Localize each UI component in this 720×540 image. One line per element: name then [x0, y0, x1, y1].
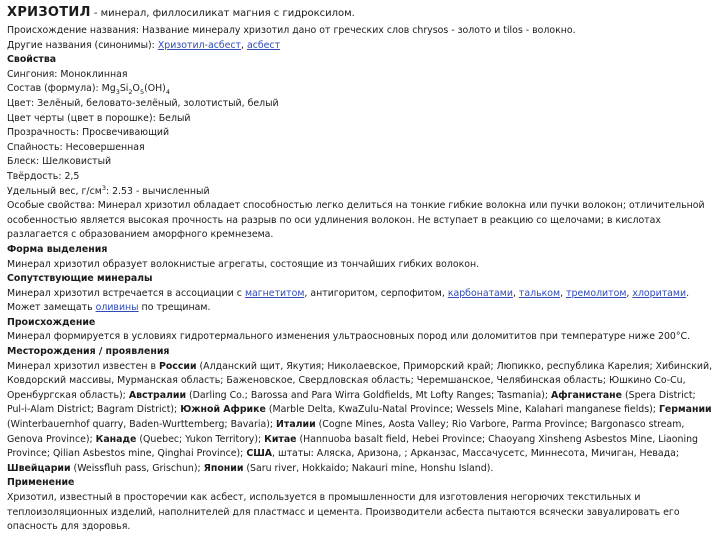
synonym-link-chrysotile-asbestos[interactable]: Хризотил-асбест: [157, 39, 242, 51]
property-hardness: Твёрдость: 2,5: [7, 170, 80, 182]
section-heading-deposits: Месторождения / проявления: [7, 346, 170, 358]
property-cleavage: Спайность: Несовершенная: [7, 141, 145, 153]
mineral-link-carbonates[interactable]: карбонатами: [447, 287, 513, 299]
property-color: Цвет: Зелёный, беловато-зелёный, золотистый, белый: [7, 97, 279, 109]
mineral-link-chlorites[interactable]: хлоритами: [632, 287, 687, 299]
section-heading-occurrence: Происхождение: [7, 316, 96, 328]
mineral-link-talc[interactable]: тальком: [518, 287, 561, 299]
page-subtitle: - минерал, филлосиликат магния с гидроксилом.: [90, 8, 355, 19]
section-heading-properties: Свойства: [7, 54, 57, 66]
section-heading-associated: Сопутствующие минералы: [7, 273, 153, 285]
property-syngony: Сингония: Моноклинная: [7, 68, 128, 80]
section-heading-form: Форма выделения: [7, 243, 108, 255]
deposits-text: Минерал хризотил известен в России (Алданский щит, Якутия; Николаевское, Приморский край; Люпикко, республика Карелия; Хибинский, Ковдорский массивы, Мурманская область; Баженовское, Свердловская область; Черемшанское, Челябинская область; Юшкино Co-Cu, Оренбургская область); Австралии (Darling Co.; Barossa and Para Wirra Goldfields, Mt Lofty Ranges; Tasmania); Афганистане (Spera District; Pul-i-Alam District; Bagram District); Южной Африке (Marble Delta, KwaZulu-Natal Province; Wessels Mine, Kalahari manganese fields); Германии (Winterbauernhof quarry, Baden-Wurttemberg; Bavaria); Италии (Cogne Mines, Aosta Valley; Rio Varbore, Parma Province; Bargonasco stream, Genova Province); Канаде (Quebec; Yukon Territory); Китае (Hannuoba basalt field, Hebei Province; Chaoyang Xinsheng Asbestos Mine, Liaoning Province; Qilian Asbestos mine, Qinghai Province); США, штаты: Аляска, Аризона, ; Арканзас, Массачусетс, Миннесота, Мичиган, Невада; Швейцарии (Weissfluh pass, Grischun); Японии (Saru river, Hokkaido; Nakauri mine, Honshu Island).: [7, 360, 713, 474]
form-text: Минерал хризотил образует волокнистые агрегаты, состоящие из тончайших гибких волокон.: [7, 258, 480, 270]
header-line: [7, 2, 713, 24]
mineral-link-magnetite[interactable]: магнетитом: [244, 287, 305, 299]
property-formula: Состав (формула): $Mg_3Si_2O_5(OH)_4$: [7, 83, 170, 97]
synonyms-line: Другие названия (синонимы): Хризотил-асбест, асбест: [7, 39, 281, 51]
property-density: Удельный вес, $г/см^3$: 2.53 - вычисленный: [7, 183, 210, 197]
synonym-link-asbestos[interactable]: асбест: [246, 39, 281, 51]
name-origin: Происхождение названия: Название минералу хризотил дано от греческих слов chrysos - золото и tilos - волокно.: [7, 25, 576, 36]
mineral-link-olivines[interactable]: оливины: [95, 302, 139, 314]
mineral-link-tremolite[interactable]: тремолитом: [566, 287, 627, 299]
property-special: Особые свойства: Минерал хризотил обладает способностью легко делиться на тонкие гибкие волокна или пучки волокон; отличительной особенностью является высокая прочность на разрыв по оси удлинения волокон. Не вступает в реакцию со щелочами; в кислотах разлагается с образованием аморфного кремнезема.: [7, 200, 705, 241]
section-heading-application: Применение: [7, 477, 75, 489]
occurrence-text: Минерал формируется в условиях гидротермального изменения ультраосновных пород или доломититов при температуре ниже 200°С.: [7, 331, 691, 343]
property-transparency: Прозрачность: Просвечивающий: [7, 127, 170, 139]
property-streak: Цвет черты (цвет в порошке): Белый: [7, 112, 191, 124]
property-luster: Блеск: Шелковистый: [7, 156, 112, 168]
associated-text: Минерал хризотил встречается в ассоциации с магнетитом, антигоритом, серпофитом, карбонатами, тальком, тремолитом, хлоритами. Может замещать оливины по трещинам.: [7, 287, 690, 314]
application-text: Хризотил, известный в просторечии как асбест, используется в промышленности для изготовления негорючих текстильных и теплоизоляционных изделий, наполнителей для пластмасс и цемента. Производители асбеста пытаются всячески завуалировать его опасность для здоровья.: [7, 492, 680, 533]
page-title: ХРИЗОТИЛ: [7, 5, 91, 20]
